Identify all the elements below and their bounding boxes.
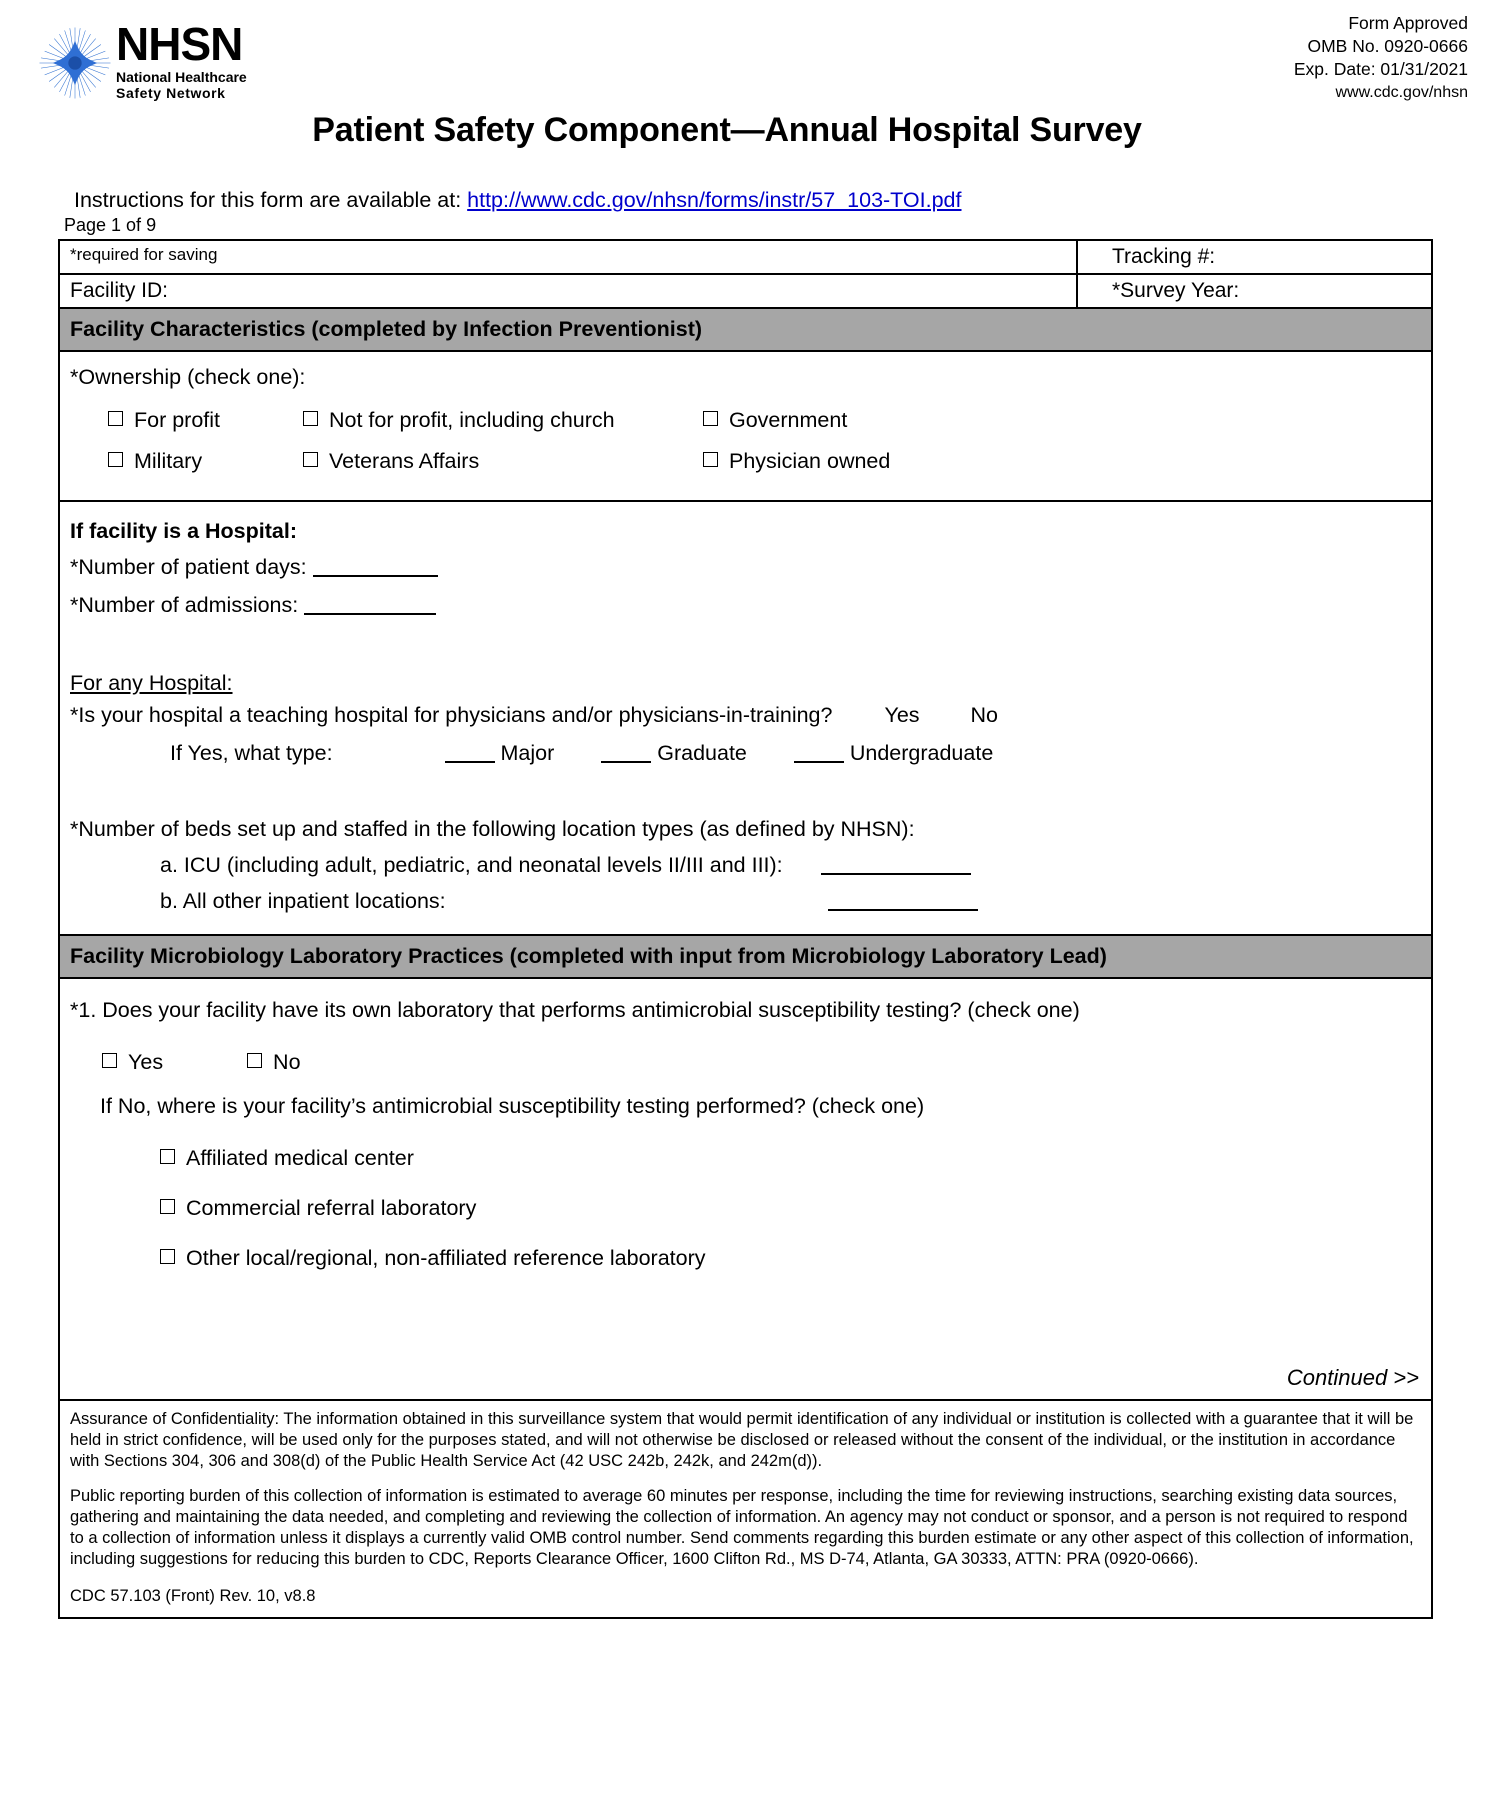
microbiology-block: [60, 979, 1431, 1399]
facility-id-field[interactable]: Facility ID:: [60, 275, 1078, 307]
legal-footer: [58, 1401, 1433, 1619]
checkbox-label: Military: [134, 449, 203, 473]
micro-q1-options: [102, 1047, 1431, 1077]
checkbox-icon[interactable]: [108, 411, 123, 426]
page-number: Page 1 of 9: [64, 215, 157, 235]
ownership-options-row-1: [70, 408, 1431, 433]
checkbox-icon[interactable]: [303, 452, 318, 467]
tracking-number-field[interactable]: Tracking #:: [1112, 245, 1216, 268]
ownership-block: [60, 352, 1431, 502]
if-yes-type-label: If Yes, what type:: [170, 741, 333, 765]
checkbox-label: Physician owned: [729, 449, 891, 473]
instructions-prefix: Instructions for this form are available at:: [74, 188, 468, 212]
required-for-saving-note: *required for saving: [60, 241, 1078, 273]
checkbox-label: No: [273, 1050, 301, 1074]
form-approved-label: Form Approved: [1348, 13, 1468, 33]
teaching-hospital-row: [70, 700, 1431, 730]
checkbox-icon[interactable]: [703, 411, 718, 426]
checkbox-government[interactable]: [703, 408, 847, 433]
admissions-input[interactable]: [304, 613, 436, 615]
beds-icu-input[interactable]: [821, 873, 971, 875]
patient-days-row: [70, 552, 1431, 582]
nhsn-starburst-icon: [38, 26, 112, 100]
checkbox-icon[interactable]: [247, 1053, 262, 1068]
checkbox-affiliated-medical-center[interactable]: [160, 1143, 1431, 1173]
type-graduate-label: Graduate: [657, 741, 747, 765]
checkbox-micro-no[interactable]: [247, 1050, 300, 1074]
checkbox-label: Affiliated medical center: [186, 1146, 414, 1170]
checkbox-icon[interactable]: [108, 452, 123, 467]
omb-number: OMB No. 0920-0666: [1307, 36, 1468, 56]
for-any-hospital-heading: For any Hospital:: [70, 671, 233, 695]
checkbox-label: Yes: [128, 1050, 164, 1074]
checkbox-other-reference-laboratory[interactable]: [160, 1243, 1431, 1273]
checkbox-label: Commercial referral laboratory: [186, 1196, 477, 1220]
teaching-yes-option[interactable]: Yes: [884, 703, 920, 727]
section-header-facility-characteristics: Facility Characteristics (completed by Infection Preventionist): [60, 309, 1431, 352]
checkbox-icon[interactable]: [102, 1053, 117, 1068]
checkbox-physician-owned[interactable]: [703, 449, 890, 474]
form-approval-block: [1294, 12, 1468, 104]
public-reporting-burden: Public reporting burden of this collection of information is estimated to average 60 minutes per response, including the time for reviewing instructions, searching existing data sources, gathering and maintaining the data needed, and completing and reviewing the collection of information. An agency may not conduct or sponsor, and a person is not required to respond to a collection of information unless it displays a currently valid OMB control number. Send comments regarding this burden estimate or any other aspect of this collection of information, including suggestions for reducing this burden to CDC, Reports Clearance Officer, 1600 Clifton Rd., MS D-74, Atlanta, GA 30333, ATTN: PRA (0920-0666).: [70, 1487, 1414, 1568]
page-header: [0, 0, 1490, 105]
survey-year-field[interactable]: *Survey Year:: [1112, 279, 1240, 302]
checkbox-micro-yes[interactable]: [102, 1050, 169, 1074]
checkbox-icon[interactable]: [160, 1149, 175, 1164]
type-undergraduate-label: Undergraduate: [849, 741, 994, 765]
checkbox-for-profit[interactable]: [70, 408, 303, 433]
nhsn-acronym: NHSN: [116, 18, 243, 70]
teaching-type-row: [170, 738, 1431, 768]
checkbox-military[interactable]: [70, 449, 303, 474]
type-undergraduate-input[interactable]: [794, 761, 844, 763]
type-graduate-input[interactable]: [601, 761, 651, 763]
expiration-date: Exp. Date: 01/31/2021: [1293, 59, 1468, 79]
checkbox-veterans-affairs[interactable]: [303, 449, 703, 474]
micro-if-no-question: If No, where is your facility’s antimicrobial susceptibility testing performed? (check one): [100, 1094, 925, 1118]
beds-other-label: b. All other inpatient locations:: [160, 889, 446, 913]
patient-days-label: *Number of patient days:: [70, 555, 307, 579]
checkbox-label: Not for profit, including church: [329, 408, 615, 432]
cdc-website: www.cdc.gov/nhsn: [1335, 84, 1468, 101]
type-major-input[interactable]: [445, 761, 495, 763]
checkbox-icon[interactable]: [703, 452, 718, 467]
section-header-microbiology: Facility Microbiology Laboratory Practices (completed with input from Microbiology Laboratory Lead): [60, 936, 1431, 979]
checkbox-not-for-profit[interactable]: [303, 408, 703, 433]
patient-days-input[interactable]: [313, 575, 438, 577]
tracking-row: [60, 241, 1431, 275]
form-body: [58, 239, 1433, 1401]
teaching-hospital-question: *Is your hospital a teaching hospital for physicians and/or physicians-in-training?: [70, 703, 833, 727]
admissions-label: *Number of admissions:: [70, 593, 299, 617]
nhsn-logo-line1: National Healthcare: [116, 69, 247, 85]
checkbox-icon[interactable]: [160, 1249, 175, 1264]
beds-icu-row: [160, 850, 1431, 880]
nhsn-logo-line2: Safety Network: [116, 85, 226, 101]
hospital-block: [60, 502, 1431, 936]
nhsn-logo: [38, 20, 278, 104]
beds-icu-label: a. ICU (including adult, pediatric, and neonatal levels II/III and III):: [160, 853, 783, 877]
checkbox-label: Government: [729, 408, 848, 432]
cdc-form-revision: CDC 57.103 (Front) Rev. 10, v8.8: [70, 1587, 316, 1605]
checkbox-label: Other local/regional, non-affiliated reference laboratory: [186, 1246, 706, 1270]
admissions-row: [70, 590, 1431, 620]
instructions-link[interactable]: http://www.cdc.gov/nhsn/forms/instr/57_103-TOI.pdf: [467, 188, 962, 212]
ownership-label: *Ownership (check one):: [70, 365, 306, 389]
checkbox-icon[interactable]: [160, 1199, 175, 1214]
beds-other-input[interactable]: [828, 909, 978, 911]
assurance-of-confidentiality: Assurance of Confidentiality: The information obtained in this surveillance system that would permit identification of any individual or institution is collected with a guarantee that it will be held in strict confidence, will be used only for the purposes stated, and will not otherwise be disclosed or released without the consent of the individual, or the institution in accordance with Sections 304, 306 and 308(d) of the Public Health Service Act (42 USC 242b, 242k, and 242m(d)).: [70, 1410, 1414, 1470]
checkbox-commercial-referral-laboratory[interactable]: [160, 1193, 1431, 1223]
nhsn-logo-text: [116, 20, 247, 101]
checkbox-label: Veterans Affairs: [329, 449, 480, 473]
ownership-options-row-2: [70, 449, 1431, 474]
checkbox-label: For profit: [134, 408, 221, 432]
teaching-no-option[interactable]: No: [970, 703, 999, 727]
hospital-heading: If facility is a Hospital:: [70, 519, 297, 543]
instructions-line: [74, 188, 1490, 213]
facility-id-row: [60, 275, 1431, 309]
continued-label: Continued >>: [1286, 1365, 1419, 1390]
beds-label: *Number of beds set up and staffed in the following location types (as defined by NHSN):: [70, 817, 915, 841]
checkbox-icon[interactable]: [303, 411, 318, 426]
page-title: Patient Safety Component—Annual Hospital Survey: [312, 111, 1142, 149]
type-major-label: Major: [500, 741, 555, 765]
micro-question-1: *1. Does your facility have its own laboratory that performs antimicrobial susceptibility testing? (check one): [70, 998, 1080, 1022]
beds-other-row: [160, 886, 1431, 916]
